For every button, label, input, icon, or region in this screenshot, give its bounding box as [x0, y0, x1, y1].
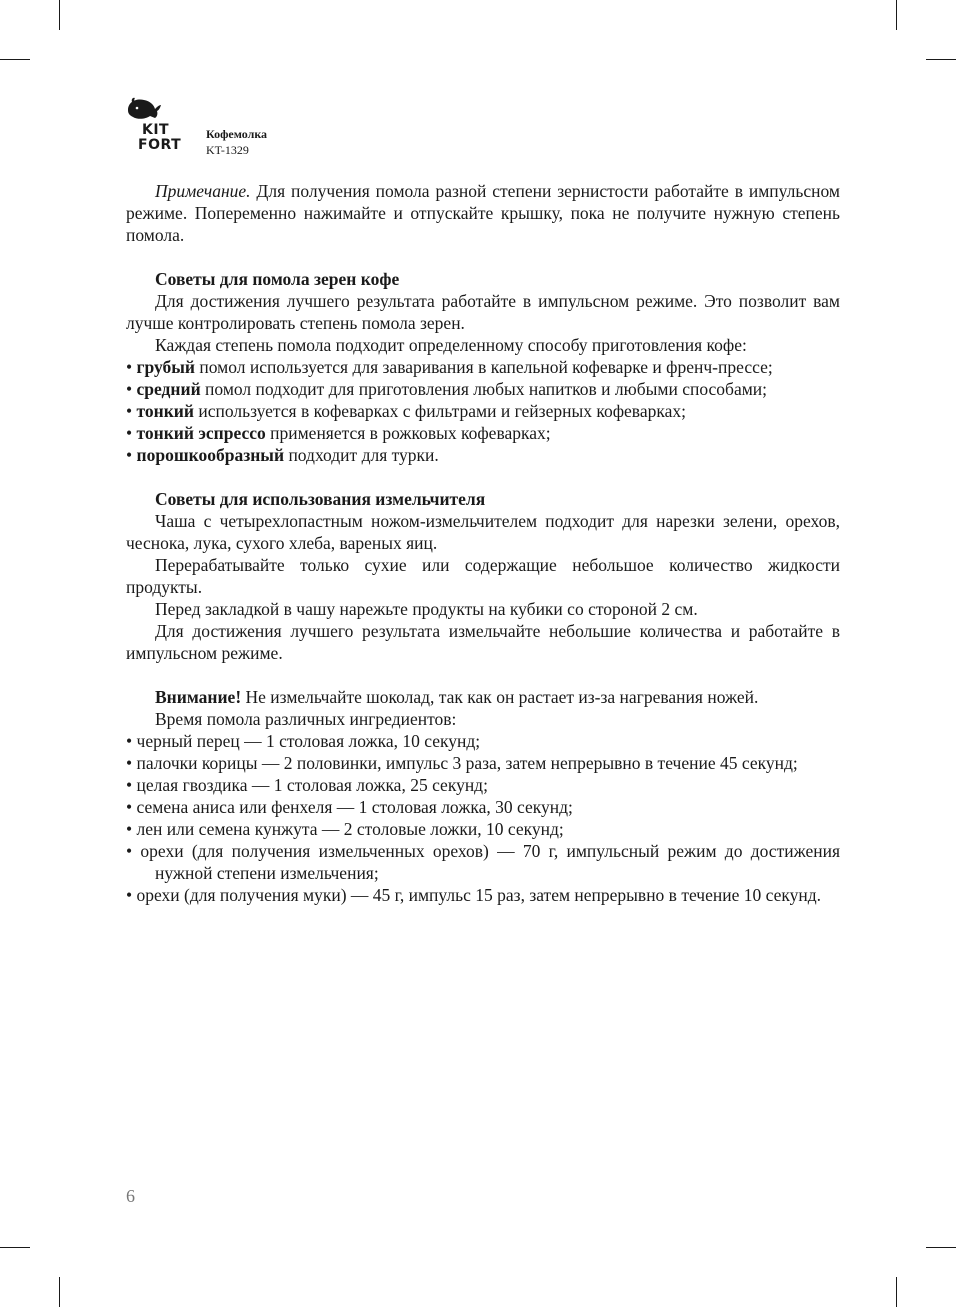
warning-paragraph [126, 686, 840, 708]
grind-item-coarse: • грубый помол используется для заваривания в капельной кофеварке и френч-прессе; [126, 357, 773, 377]
time-item-pepper: • черный перец — 1 столовая ложка, 10 секунд; [126, 731, 481, 751]
grinding-tips-paragraph-2: Каждая степень помола подходит определенному способу приготовления кофе: [155, 335, 747, 355]
time-item-cinnamon: • палочки корицы — 2 половинки, импульс 3 раза, затем непрерывно в течение 45 секунд; [126, 753, 798, 773]
note-paragraph [126, 180, 840, 246]
crop-mark-right-bottom [926, 1247, 956, 1248]
chopper-tips-paragraph-4: Для достижения лучшего результата измельчайте небольшие количества и работайте в импульсном режиме. [126, 621, 840, 663]
time-item-nuts-chopped: • орехи (для получения измельченных орехов) — 70 г, импульсный режим до достижения нужной степени измельчения; [126, 841, 840, 883]
note-label: Примечание. [155, 181, 251, 201]
chopper-tips-paragraph-1: Чаша с четырехлопастным ножом-измельчителем подходит для нарезки зелени, орехов, чеснока, лука, сухого хлеба, вареных яиц. [126, 511, 840, 553]
grind-item-espresso: • тонкий эспрессо применяется в рожковых кофеварках; [126, 423, 551, 443]
page-number: 6 [126, 1186, 135, 1206]
time-item-cloves: • целая гвоздика — 1 столовая ложка, 25 секунд; [126, 775, 488, 795]
grinding-tips-heading: Советы для помола зерен кофе [155, 269, 400, 289]
grinding-times-intro: Время помола различных ингредиентов: [155, 709, 457, 729]
product-name: Кофемолка [206, 127, 268, 141]
grinding-tips-paragraph-1: Для достижения лучшего результата работайте в импульсном режиме. Это позволит вам лучше контролировать степень помола зерен. [126, 291, 840, 333]
crop-mark-right-top [926, 59, 956, 60]
brand-line-2: FORT [138, 137, 182, 153]
warning-label: Внимание! [155, 687, 242, 707]
note-text: Для получения помола разной степени зернистости работайте в импульсном режиме. Попеременно нажимайте и отпускайте крышку, пока не получите нужную степень помола. [126, 181, 840, 245]
grind-item-medium: • средний помол подходит для приготовления любых напитков и любыми способами; [126, 379, 768, 399]
whale-logo-icon [126, 96, 162, 122]
crop-mark-left-top [0, 59, 30, 60]
time-item-anise: • семена аниса или фенхеля — 1 столовая ложка, 30 секунд; [126, 797, 573, 817]
crop-mark-top-right [896, 0, 897, 30]
product-model: KT-1329 [206, 143, 249, 157]
time-item-nuts-flour: • орехи (для получения муки) — 45 г, импульс 15 раз, затем непрерывно в течение 10 секунд. [126, 885, 822, 905]
page-content [126, 180, 840, 906]
brand-wordmark [138, 123, 198, 153]
warning-text: Не измельчайте шоколад, так как он растает из-за нагревания ножей. [241, 687, 759, 707]
brand-line-1: KIT [142, 122, 170, 138]
chopper-tips-paragraph-2: Перерабатывайте только сухие или содержащие небольшое количество жидкости продукты. [126, 555, 840, 597]
time-item-flax: • лен или семена кунжута — 2 столовые ложки, 10 секунд; [126, 819, 564, 839]
chopper-tips-heading: Советы для использования измельчителя [155, 489, 486, 509]
chopper-tips-paragraph-3: Перед закладкой в чашу нарежьте продукты на кубики со стороной 2 см. [155, 599, 698, 619]
crop-mark-bottom-right [896, 1277, 897, 1307]
grind-item-fine: • тонкий используется в кофеварках с фильтрами и гейзерных кофеварках; [126, 401, 686, 421]
crop-mark-left-bottom [0, 1247, 30, 1248]
crop-mark-bottom-left [59, 1277, 60, 1307]
product-info [206, 126, 267, 158]
grind-item-powder: • порошкообразный подходит для турки. [126, 445, 439, 465]
crop-mark-top-left [59, 0, 60, 30]
page-header [126, 96, 426, 160]
